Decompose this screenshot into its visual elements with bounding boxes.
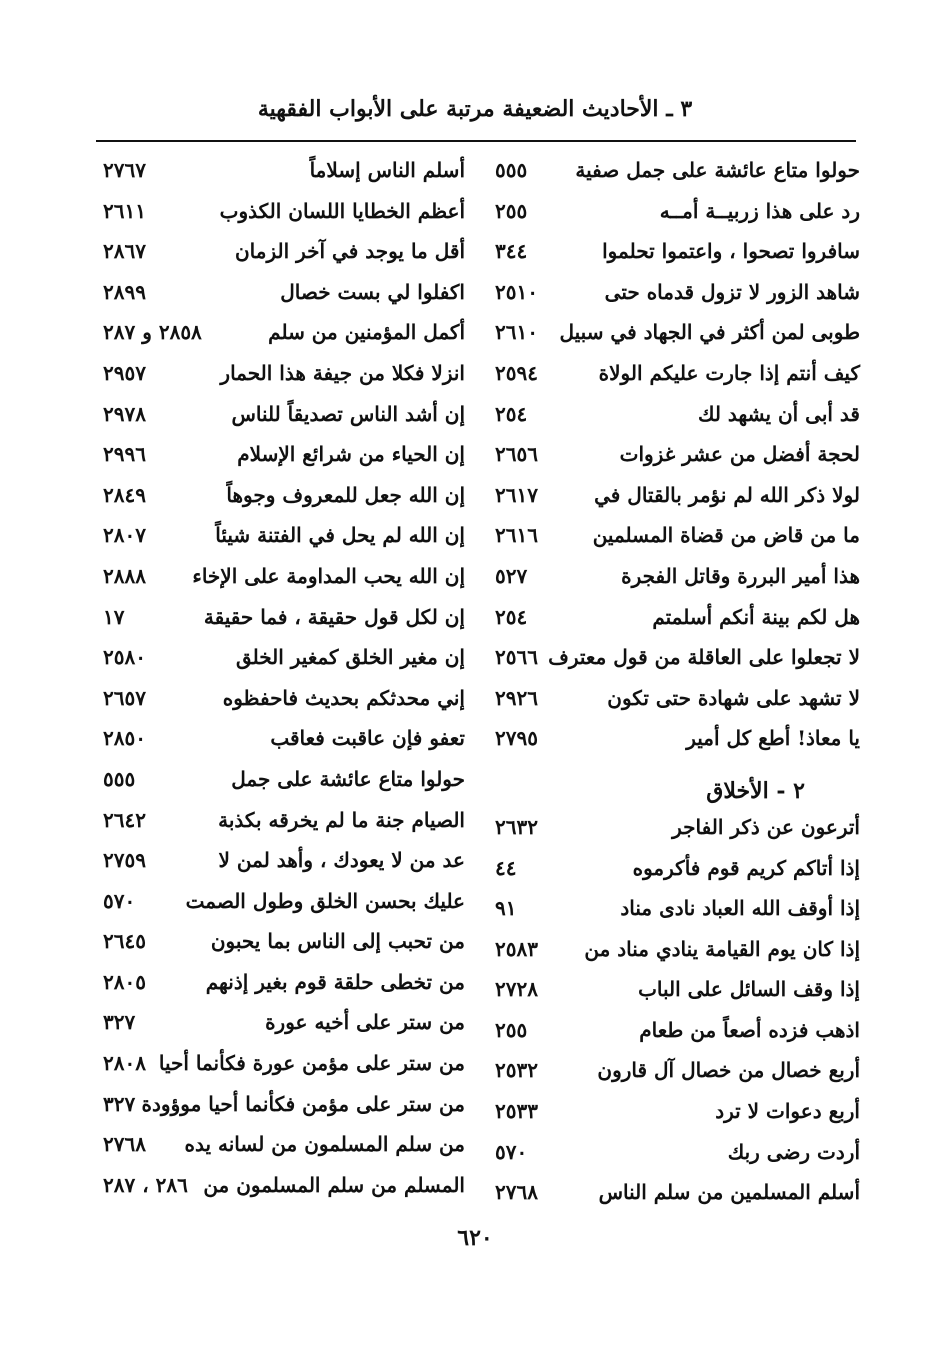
entry-text: من ستر على مؤمن عورة فكأنما أحيا xyxy=(158,1051,465,1076)
entry-text: إذا أوقف الله العباد نادى مناد xyxy=(620,896,860,921)
entry-number: ٢٦٤٥ xyxy=(103,929,146,954)
index-entry xyxy=(490,353,860,394)
index-entry xyxy=(95,150,465,191)
entry-number: ٢٩٩٦ xyxy=(103,442,146,467)
entry-number: ٢٨٠٨ xyxy=(103,1051,146,1076)
index-entry xyxy=(490,637,860,678)
entry-number: ٩١ xyxy=(495,896,517,921)
entry-text: رد على هذا زربيــة أمــه xyxy=(659,198,860,223)
entry-text: إن الله يحب المداومة على الإخاء xyxy=(192,563,465,588)
entry-number: ٢٧٢٨ xyxy=(495,977,538,1002)
entry-number: ٢٦١٠ xyxy=(495,320,538,345)
index-entry xyxy=(95,272,465,313)
entry-number: ٤٤ xyxy=(495,855,517,880)
entry-text: إن الله جعل للمعروف وجوهاً xyxy=(226,482,465,507)
entry-text: أترعون عن ذكر الفاجر xyxy=(672,814,860,839)
entry-text: سافروا تصحوا ، واعتموا تحلموا xyxy=(602,239,860,264)
entry-number: ٢٨٦ ، ٢٨٧ xyxy=(103,1172,188,1197)
entry-text: اذهب فزده أصعاً من طعام xyxy=(639,1017,860,1042)
entry-number: ٢٥٦٦ xyxy=(495,645,538,670)
entry-text: إن مغير الخلق كمغير الخلق xyxy=(235,645,465,670)
index-entry xyxy=(95,475,465,516)
entry-text: أكمل المؤمنين من سلم xyxy=(268,320,465,345)
entry-number: ٢٦٤٢ xyxy=(103,807,146,832)
entry-number: ٢٦١١ xyxy=(103,198,146,223)
index-entry xyxy=(95,1124,465,1165)
section-heading xyxy=(490,759,860,807)
entry-text: أعظم الخطايا اللسان الكذوب xyxy=(219,198,465,223)
left-column xyxy=(95,150,465,1205)
entry-text: إذا أتاكم كريم قوم فأكرموه xyxy=(632,855,860,880)
entry-text: قد أبى أن يشهد لك xyxy=(697,401,860,426)
index-entry xyxy=(490,1050,860,1091)
entry-text: الصيام جنة ما لم يخرقه بكذبة xyxy=(218,807,465,832)
entry-number: ٢٩٥٧ xyxy=(103,360,146,385)
entry-text: لحجة أفضل من عشر غزوات xyxy=(619,442,860,467)
entry-number: ٢٥١٠ xyxy=(495,279,538,304)
entry-number: ٢٨٥٨ و ٢٨٧ xyxy=(103,320,202,345)
entry-number: ٢٥٣٢ xyxy=(495,1058,538,1083)
index-entry xyxy=(490,969,860,1010)
index-entry xyxy=(490,1172,860,1213)
index-entry xyxy=(490,475,860,516)
entry-number: ٢٦١٧ xyxy=(495,482,538,507)
entry-text: تعفو فإن عاقبت فعاقب xyxy=(270,726,465,751)
index-entry xyxy=(490,1010,860,1051)
entry-text: إن أشد الناس تصديقاً للناس xyxy=(231,401,465,426)
entry-text: أربع خصال من خصال آل قارون xyxy=(597,1058,860,1083)
entry-text: إن الحياء من شرائع الإسلام xyxy=(237,442,465,467)
entry-text: لا تجعلوا على العاقلة من قول معترف xyxy=(548,645,860,670)
index-entry xyxy=(95,718,465,759)
index-entry xyxy=(490,191,860,232)
entry-text: إن الله لم يحل في الفتنة شيئاً xyxy=(215,523,465,548)
entry-number: ٢٨٨٨ xyxy=(103,563,146,588)
index-entry xyxy=(95,881,465,922)
index-entry xyxy=(95,678,465,719)
entry-text: أقل ما يوجد في آخر الزمان xyxy=(234,239,465,264)
entry-number: ٢٩٢٦ xyxy=(495,685,538,710)
entry-number: ٢٨٤٩ xyxy=(103,482,146,507)
entry-text: إذا وقف السائل على الباب xyxy=(638,977,860,1002)
entry-number: ٢٥٥ xyxy=(495,198,528,223)
entry-text: أسلم المسلمين من سلم الناس xyxy=(598,1180,860,1205)
entry-number: ٢٩٧٨ xyxy=(103,401,146,426)
entry-number: ٢٦٥٧ xyxy=(103,685,146,710)
page-number: ٦٢٠ xyxy=(457,1225,493,1251)
entry-number: ٢٥٤ xyxy=(495,604,528,629)
entry-text: اكفلوا لي بست خصال xyxy=(280,279,465,304)
index-entry xyxy=(490,231,860,272)
index-entry xyxy=(95,231,465,272)
entry-number: ٢٥٩٤ xyxy=(495,360,538,385)
entry-text: لولا ذكر الله لم نؤمر بالقتال في xyxy=(594,482,860,507)
entry-number: ٢٦١٦ xyxy=(495,523,538,548)
entry-number: ٢٨٩٩ xyxy=(103,279,146,304)
entry-number: ٢٧٦٧ xyxy=(103,158,146,182)
entry-number: ٥٥٥ xyxy=(495,158,528,182)
index-entry xyxy=(95,191,465,232)
index-entry xyxy=(95,1002,465,1043)
index-entry xyxy=(95,556,465,597)
entry-text: إن لكل قول حقيقة ، فما حقيقة xyxy=(203,604,465,629)
entry-text: عد من لا يعودك ، وأهد لمن لا xyxy=(218,848,465,873)
index-entry xyxy=(490,1132,860,1173)
entry-text: عليك بحسن الخلق وطول الصمت xyxy=(185,888,465,913)
entry-text: أسلم الناس إسلاماً xyxy=(309,158,465,182)
entry-number: ٢٧٩٥ xyxy=(495,726,538,751)
index-entry xyxy=(490,515,860,556)
index-entry xyxy=(490,718,860,759)
index-entry xyxy=(95,962,465,1003)
index-entry xyxy=(490,597,860,638)
entry-text: من تحبب إلى الناس بما يحبون xyxy=(210,929,465,954)
index-entry xyxy=(490,394,860,435)
index-entry xyxy=(95,1043,465,1084)
index-entry xyxy=(95,434,465,475)
index-entry xyxy=(95,637,465,678)
entry-number: ٥٧٠ xyxy=(103,888,136,913)
entry-text: يا معاذ! أطع كل أمير xyxy=(686,726,860,751)
entry-text: هذا أمير البررة وقاتل الفجرة xyxy=(621,563,860,588)
index-entry xyxy=(95,312,465,353)
entry-number: ٢٥٨٣ xyxy=(495,936,538,961)
entry-text: طوبى لمن أكثر في الجهاد في سبيل xyxy=(559,320,860,345)
index-entry xyxy=(490,929,860,970)
running-header: ٣ ـ الأحاديث الضعيفة مرتبة على الأبواب الفقهية xyxy=(257,96,693,122)
index-entry xyxy=(490,312,860,353)
entry-number: ٢٨٥٠ xyxy=(103,726,146,751)
entry-number: ٢٦٥٦ xyxy=(495,442,538,467)
index-entry xyxy=(490,848,860,889)
entry-text: إني محدثكم بحديث فاحفظوه xyxy=(222,685,465,710)
index-entry xyxy=(95,597,465,638)
entry-text: من ستر على أخيه عورة xyxy=(265,1010,465,1035)
entry-text: من سلم المسلمون من لسانه يده xyxy=(184,1132,465,1157)
entry-number: ٢٧٥٩ xyxy=(103,848,146,873)
index-entry xyxy=(490,1091,860,1132)
entry-number: ٢٨٦٧ xyxy=(103,239,146,264)
entry-text: حولوا متاع عائشة على جمل xyxy=(231,766,465,791)
entry-text: ما من قاض من قضاة المسلمين xyxy=(592,523,860,548)
entry-text: حولوا متاع عائشة على جمل صفية xyxy=(575,158,860,182)
index-entry xyxy=(95,1165,465,1206)
index-entry xyxy=(95,840,465,881)
entry-number: ٣٤٤ xyxy=(495,239,528,264)
right-column xyxy=(490,150,860,1213)
index-entry xyxy=(95,1084,465,1125)
index-entry xyxy=(95,394,465,435)
entry-text: من تخطى حلقة قوم بغير إذنهم xyxy=(205,969,465,994)
entry-text: أردت رضى ربك xyxy=(727,1139,860,1164)
entry-number: ٢٧٦٨ xyxy=(495,1180,538,1205)
index-entry xyxy=(95,921,465,962)
entry-number: ٥٧٠ xyxy=(495,1139,528,1164)
entry-text: إذا كان يوم القيامة ينادي مناد من xyxy=(584,936,860,961)
entry-text: من ستر على مؤمن فكأنما أحيا موؤودة xyxy=(141,1091,465,1116)
entry-text: المسلم من سلم المسلمون من xyxy=(203,1172,465,1197)
entry-number: ٢٥٥ xyxy=(495,1017,528,1042)
entry-number: ٣٢٧ xyxy=(103,1010,136,1035)
section-heading-text: ٢ - الأخلاق xyxy=(706,777,805,804)
entry-number: ٥٢٧ xyxy=(495,563,528,588)
header-rule xyxy=(96,140,856,142)
entry-number: ٢٨٠٥ xyxy=(103,969,146,994)
index-entry xyxy=(490,556,860,597)
index-entry xyxy=(490,150,860,191)
entry-number: ٢٦٣٢ xyxy=(495,814,538,839)
entry-number: ٢٥٣٣ xyxy=(495,1099,538,1124)
entry-text: هل لكم بينة أنكم أسلمتم xyxy=(652,604,860,629)
entry-number: ١٧ xyxy=(103,604,125,629)
index-entry xyxy=(95,353,465,394)
index-entry xyxy=(95,515,465,556)
index-entry xyxy=(490,678,860,719)
index-entry xyxy=(490,272,860,313)
entry-text: لا تشهد على شهادة حتى تكون xyxy=(607,685,860,710)
index-entry xyxy=(490,807,860,848)
entry-number: ٢٨٠٧ xyxy=(103,523,146,548)
entry-number: ٥٥٥ xyxy=(103,766,136,791)
index-entry xyxy=(95,800,465,841)
entry-text: شاهد الزور لا تزول قدماه حتى xyxy=(604,279,860,304)
entry-number: ٣٢٧ xyxy=(103,1091,136,1116)
index-entry xyxy=(95,759,465,800)
entry-text: أربع دعوات لا ترد xyxy=(715,1099,860,1124)
index-entry xyxy=(490,888,860,929)
entry-text: انزلا فكلا من جيفة هذا الحمار xyxy=(220,360,465,385)
index-entry xyxy=(490,434,860,475)
entry-number: ٢٥٤ xyxy=(495,401,528,426)
entry-number: ٢٧٦٨ xyxy=(103,1132,146,1157)
entry-text: كيف أنتم إذا جارت عليكم الولاة xyxy=(598,360,860,385)
entry-number: ٢٥٨٠ xyxy=(103,645,146,670)
